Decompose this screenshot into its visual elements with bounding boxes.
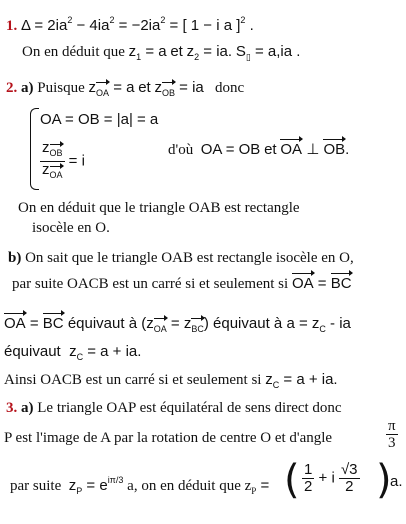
deduit-line2: isocèle en O. xyxy=(32,220,110,236)
system-line1: OA = OB = |a| = a xyxy=(40,111,159,128)
ainsi-line: Ainsi OACB est un carré si et seulement si $z_C = a$ + ia. xyxy=(4,371,338,390)
delta-expr: $\Delta = 2ia^2 - 4ia^2 = -2ia^2$ = [ 1 − i a ]$^2$ . xyxy=(21,15,254,34)
part2b-line2: par suite OACB est un carré si et seulement si OA = BC xyxy=(12,275,352,292)
zp-expression: $\frac{1}{2}$ + i $\frac{√3}{2}$ xyxy=(304,461,358,495)
equivaut-line2: équivaut $z_C = a$ + ia. xyxy=(4,343,142,362)
solutions-line: On en déduit que $z_1 = a$ et $z_2$ = ia. $S_▯ = a,ia$ . xyxy=(22,43,301,62)
part2a-intro: 2. a) Puisque zOA = a et zOB = ia donc xyxy=(6,78,244,103)
part2b-line1: b) On sait que le triangle OAB est rectangle isocèle en O, xyxy=(8,250,354,266)
part1-equation xyxy=(6,10,254,36)
part3a-line2: P est l'image de A par la rotation de centre O et d'angle xyxy=(4,430,333,446)
paren-right: ) xyxy=(376,457,392,503)
system-brace xyxy=(30,108,39,190)
part3a-line3: par suite $z_P = e^{i\pi/3}$ a, on en déduit que $z_P$ = xyxy=(10,475,270,496)
paren-left: ( xyxy=(284,457,300,503)
equivaut-line1: OA = BC équivaut à (zOA = zBC) équivaut à $a = z_C$ - ia xyxy=(4,314,351,339)
part-number: 1. xyxy=(6,18,18,34)
angle-fraction: $\frac{\pi}{3}$ xyxy=(388,418,396,451)
a-end: a. xyxy=(390,473,403,490)
system-line2: $\frac{\text{zOB}}{\text{zOA}}$ = i xyxy=(40,140,85,183)
deduit-line1: On en déduit que le triangle OAB est rectangle xyxy=(18,200,300,216)
part3a-line1: 3. a) Le triangle OAP est équilatéral de sens direct donc xyxy=(6,400,342,416)
dou-conclusion: d'où OA = OB et OA ⊥ OB. xyxy=(168,141,350,158)
